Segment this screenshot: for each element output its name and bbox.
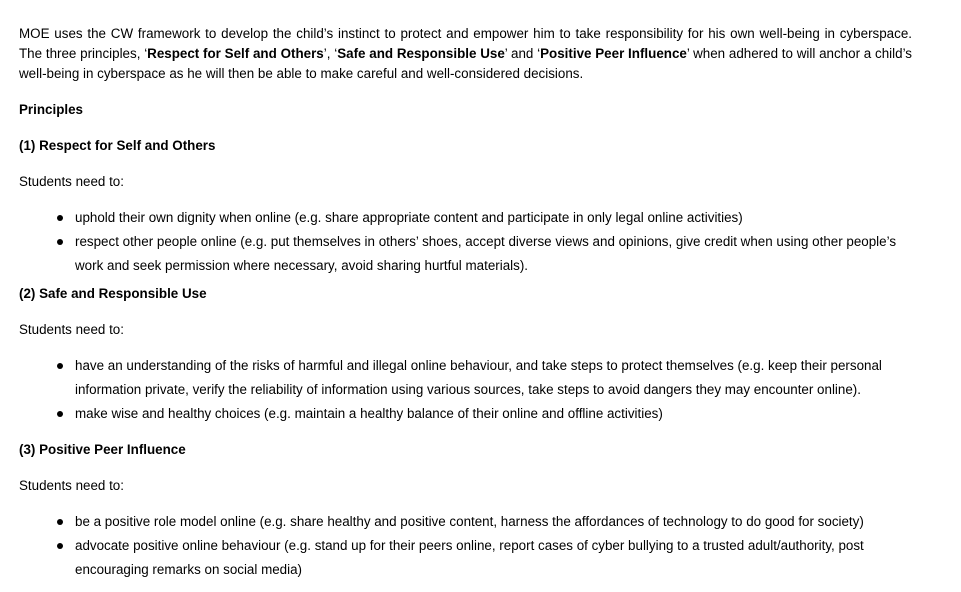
intro-principle-3: Positive Peer Influence — [540, 46, 687, 61]
intro-text-3: ’ and ‘ — [504, 46, 541, 61]
list-item — [75, 402, 912, 426]
intro-text-4: ’ when adhered to will anchor a child’s well-being in cyberspace as he will then be able to make careful and well-considered decisions. — [19, 46, 912, 81]
bullet-icon — [57, 543, 63, 549]
bullet-list — [19, 206, 912, 278]
section-heading: (2) Safe and Responsible Use — [19, 286, 207, 301]
section-respect — [19, 136, 912, 278]
section-peer-influence — [19, 440, 912, 582]
list-item-text: uphold their own dignity when online (e.g. share appropriate content and participate in only legal online activities) — [75, 210, 743, 225]
bullet-icon — [57, 215, 63, 221]
section-lead: Students need to: — [19, 322, 124, 337]
list-item-text: advocate positive online behaviour (e.g. stand up for their peers online, report cases of cyber bullying to a trusted adult/authority, post encouraging remarks on social media) — [75, 538, 864, 577]
list-item — [75, 510, 912, 534]
list-item — [75, 534, 912, 582]
list-item-text: have an understanding of the risks of harmful and illegal online behaviour, and take steps to protect themselves (e.g. keep their personal information private, verify the reliability of information using various sources, take steps to avoid dangers they may encounter online). — [75, 358, 882, 397]
list-item-text: be a positive role model online (e.g. share healthy and positive content, harness the affordances of technology to do good for society) — [75, 514, 864, 529]
document-body — [19, 24, 912, 582]
section-heading: (1) Respect for Self and Others — [19, 138, 216, 153]
intro-principle-2: Safe and Responsible Use — [337, 46, 505, 61]
bullet-list — [19, 510, 912, 582]
intro-text-1: MOE uses the CW framework to develop the child’s instinct to protect and empower him to take responsibility for his own well-being in cyberspace. The three principles, ‘ — [19, 26, 912, 61]
intro-principle-1: Respect for Self and Others — [147, 46, 324, 61]
bullet-icon — [57, 411, 63, 417]
section-safe-use — [19, 284, 912, 426]
bullet-icon — [57, 239, 63, 245]
list-item — [75, 206, 912, 230]
section-lead: Students need to: — [19, 478, 124, 493]
principles-heading: Principles — [19, 102, 84, 117]
intro-text-2: ’, ‘ — [323, 46, 338, 61]
section-lead: Students need to: — [19, 174, 124, 189]
list-item — [75, 230, 912, 278]
intro-paragraph — [19, 24, 912, 84]
section-heading: (3) Positive Peer Influence — [19, 442, 186, 457]
bullet-list — [19, 354, 912, 426]
list-item-text: respect other people online (e.g. put themselves in others’ shoes, accept diverse views and opinions, give credit when using other people’s work and seek permission where necessary, avoid sharing hurtful materials). — [75, 234, 897, 273]
list-item — [75, 354, 912, 402]
list-item-text: make wise and healthy choices (e.g. maintain a healthy balance of their online and offline activities) — [75, 406, 663, 421]
bullet-icon — [57, 519, 63, 525]
bullet-icon — [57, 363, 63, 369]
